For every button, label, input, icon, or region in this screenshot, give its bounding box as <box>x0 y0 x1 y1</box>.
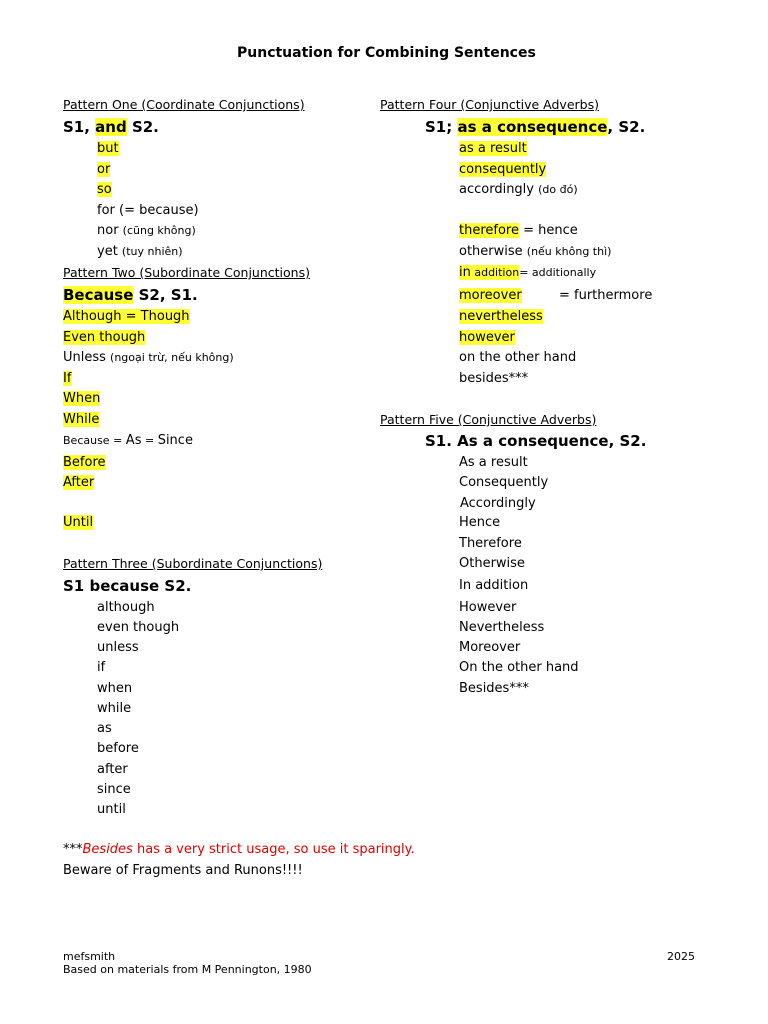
p2-item-after: After <box>63 475 95 490</box>
p5-item: As a result <box>459 455 528 470</box>
p1-item-for: for (= because) <box>97 203 199 218</box>
p5-item: Therefore <box>459 536 522 551</box>
pattern-two-conj: Because <box>63 286 134 304</box>
p1-item-but: but <box>97 141 119 156</box>
p4-item-nevertheless: nevertheless <box>459 309 543 324</box>
p3-item: although <box>97 600 155 615</box>
p4-item-however: however <box>459 330 515 345</box>
pattern-one-header: Pattern One (Coordinate Conjunctions) <box>63 97 305 112</box>
beware-note: Beware of Fragments and Runons!!!! <box>63 863 303 878</box>
pattern-four-header: Pattern Four (Conjunctive Adverbs) <box>380 97 599 112</box>
pattern-four-s1: S1; <box>425 118 458 136</box>
p4-item-as-a-result: as a result <box>459 141 527 156</box>
p5-item: Nevertheless <box>459 620 545 635</box>
p2-item-when: When <box>63 391 101 406</box>
p3-item: since <box>97 782 131 797</box>
p3-item: when <box>97 681 133 696</box>
p4-item-other-hand: on the other hand <box>459 350 577 365</box>
p4-item-consequently: consequently <box>459 162 547 177</box>
p5-item: Consequently <box>459 475 549 490</box>
p4-item-besides: besides*** <box>459 371 529 386</box>
pattern-three-formula: S1 because S2. <box>63 577 192 595</box>
p5-item: Otherwise <box>459 556 525 571</box>
pattern-one-formula <box>63 118 159 136</box>
p5-item: Hence <box>459 515 501 530</box>
pattern-one-conj: and <box>95 118 127 136</box>
p5-item: Moreover <box>459 640 521 655</box>
p5-item: On the other hand <box>459 660 579 675</box>
pattern-five-formula: S1. As a consequence, S2. <box>425 432 647 450</box>
pattern-two-header: Pattern Two (Subordinate Conjunctions) <box>63 265 310 280</box>
p3-item: after <box>97 762 128 777</box>
p2-item-unless: Unless (ngoại trừ, nếu không) <box>63 350 234 365</box>
p1-item-so: so <box>97 182 112 197</box>
p1-item-yet: yet (tuy nhiên) <box>97 244 183 259</box>
p5-item: In addition <box>459 578 529 593</box>
p4-item-moreover: moreover <box>459 288 522 303</box>
p2-item-while: While <box>63 412 100 427</box>
p3-item: unless <box>97 640 139 655</box>
p3-item: while <box>97 701 132 716</box>
besides-note: ***Besides has a very strict usage, so use it sparingly. <box>63 842 415 857</box>
pattern-five-header: Pattern Five (Conjunctive Adverbs) <box>380 412 597 427</box>
p3-item: even though <box>97 620 180 635</box>
footer-year: 2025 <box>667 950 695 963</box>
p2-item-if: If <box>63 371 72 386</box>
pattern-three-header: Pattern Three (Subordinate Conjunctions) <box>63 556 323 571</box>
pattern-one-s2: S2. <box>126 118 159 136</box>
p4-item-in-addition: in addition= additionally <box>459 265 597 280</box>
p1-item-or: or <box>97 162 111 177</box>
p3-item: until <box>97 802 126 817</box>
p3-item: as <box>97 721 112 736</box>
pattern-one-s1: S1, <box>63 118 96 136</box>
p5-item: Accordingly <box>460 496 536 511</box>
p5-item: Besides*** <box>459 681 529 696</box>
p4-item-therefore: therefore = hence <box>459 223 578 238</box>
p3-item: before <box>97 741 139 756</box>
p4-item-accordingly: accordingly (do đó) <box>459 182 578 197</box>
footer-author: mefsmith <box>63 950 116 963</box>
p4-item-otherwise: otherwise (nếu không thì) <box>459 244 612 259</box>
p2-item-although: Although = Though <box>63 309 190 324</box>
page-title: Punctuation for Combining Sentences <box>237 45 536 61</box>
p1-item-nor: nor (cũng không) <box>97 223 196 238</box>
p2-item-until: Until <box>63 515 94 530</box>
footer-source: Based on materials from M Pennington, 1980 <box>63 963 312 976</box>
pattern-four-conj: as a consequence <box>457 118 608 136</box>
p3-item: if <box>97 660 106 675</box>
p5-item: However <box>459 600 517 615</box>
pattern-two-rest: S2, S1. <box>133 286 198 304</box>
p2-item-even-though: Even though <box>63 330 146 345</box>
pattern-four-s2: , S2. <box>607 118 646 136</box>
p2-item-before: Before <box>63 455 106 470</box>
pattern-four-formula <box>425 118 645 136</box>
p4-item-furthermore: = furthermore <box>559 288 653 303</box>
p2-item-because-as-since: Because = As = Since <box>63 433 193 448</box>
pattern-two-formula <box>63 286 198 304</box>
